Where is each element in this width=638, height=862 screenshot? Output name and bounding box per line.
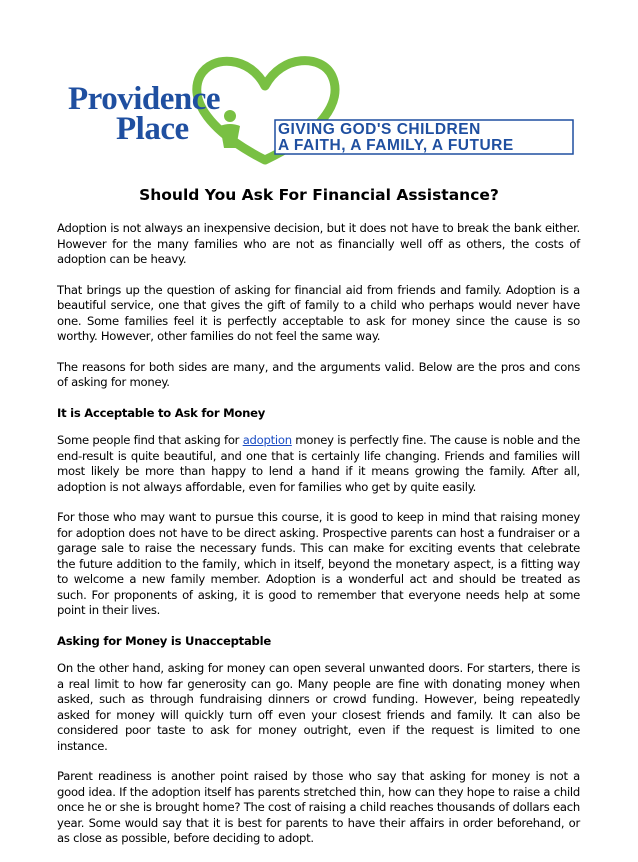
article-body xyxy=(57,221,580,862)
paragraph-4 xyxy=(57,433,580,495)
section-heading-acceptable: It is Acceptable to Ask for Money xyxy=(57,405,266,420)
paragraph-2: That brings up the question of asking for financial aid from friends and family. Adoption is a beautiful service, one that gives the gift of family to a child who perhaps would never have one. Some families feel it is perfectly acceptable to ask for money since the cause is so worthy. However, other families do not feel the same way. xyxy=(57,282,580,343)
paragraph-6: On the other hand, asking for money can open several unwanted doors. For starters, there is a real limit to how far generosity can go. Many people are fine with donating money when asked, such as through fundraising dinners or crowd funding. However, being repeatedly asked for money will quickly turn off even your closest friends and family. It can also be considered poor taste to ask for money outright, even if the request is limited to one instance. xyxy=(57,661,580,753)
paragraph-4-start: Some people find that asking for xyxy=(57,433,243,447)
brand-line-2: Place xyxy=(116,111,189,147)
figure-head-icon xyxy=(224,110,236,122)
brand-name xyxy=(68,81,221,147)
paragraph-3: The reasons for both sides are many, and the arguments valid. Below are the pros and cons of asking for money. xyxy=(57,359,580,389)
brand-line-1: Providence xyxy=(68,81,221,117)
tagline-line-2: A FAITH, A FAMILY, A FUTURE xyxy=(278,137,514,154)
adoption-link[interactable]: adoption xyxy=(242,433,292,447)
paragraph-4-end: money is perfectly fine. The cause is noble and the end-result is quite beautiful, and one that is certainly life changing. Friends and families will most likely be more than happy to lend a hand if it means growing the family. After all, adoption is not always affordable, even for families who get by quite easily. xyxy=(57,433,581,494)
paragraph-5: For those who may want to pursue this course, it is good to keep in mind that raising money for adoption does not have to be direct asking. Prospective parents can host a fundraiser or a garage sale to raise the necessary funds. This can make for exciting events that celebrate the future addition to the family, which in itself, beyond the monetary aspect, is a fitting way to welcome a new family member. Adoption is a wonderful act and should be treated as such. For proponents of asking, it is good to remember that everyone needs help at some point in their lives. xyxy=(57,510,580,617)
section-heading-unacceptable: Asking for Money is Unacceptable xyxy=(57,633,271,648)
article-title: Should You Ask For Financial Assistance? xyxy=(139,186,499,204)
tagline-line-1: GIVING GOD'S CHILDREN xyxy=(278,121,481,138)
tagline xyxy=(278,122,514,154)
paragraph-1: Adoption is not always an inexpensive decision, but it does not have to break the bank either. However for the many families who are not as financially well off as others, the costs of adoption can be heavy. xyxy=(57,221,580,266)
providence-place-logo xyxy=(60,52,580,167)
paragraph-7: Parent readiness is another point raised by those who say that asking for money is not a good idea. If the adoption itself has parents stretched thin, how can they hope to raise a child once he or she is brought home? The cost of raising a child reaches thousands of dollars each year. Some would say that it is best for parents to have their affairs in order beforehand, or as close as possible, before deciding to adopt. xyxy=(57,769,580,845)
